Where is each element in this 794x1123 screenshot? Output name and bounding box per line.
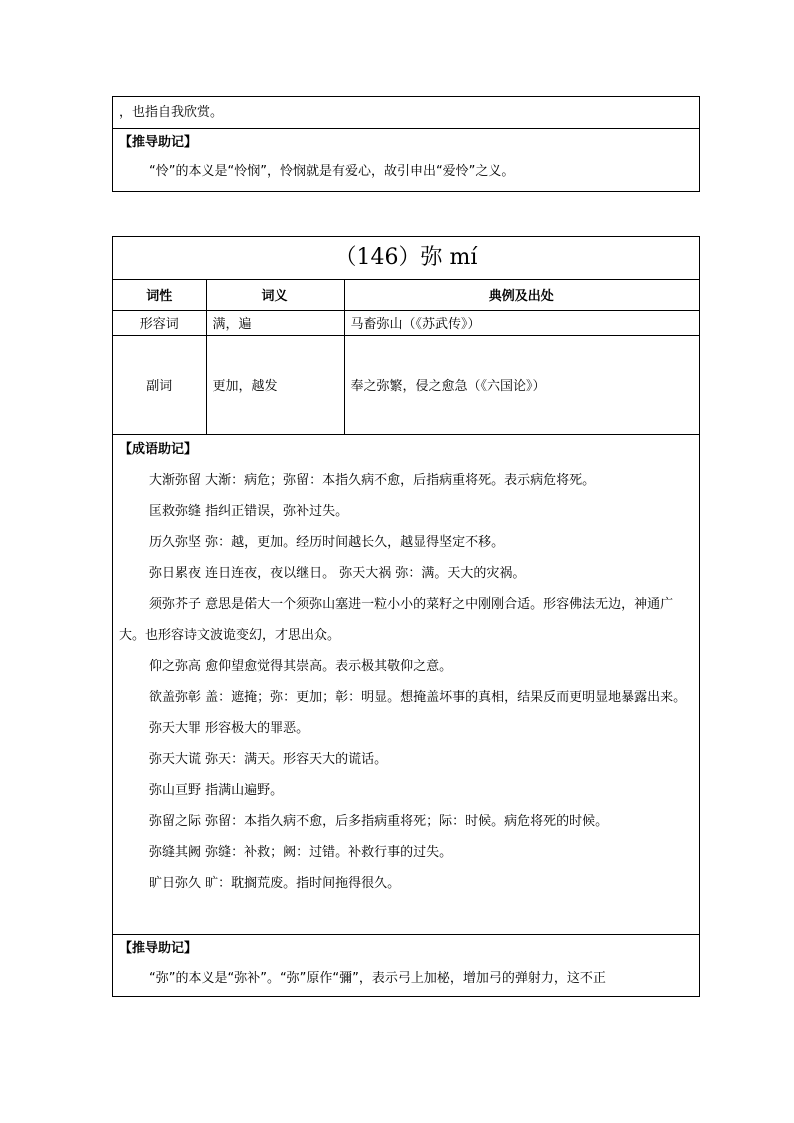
derive-heading: 【推导助记】 bbox=[119, 940, 198, 956]
table-header-row bbox=[113, 280, 699, 310]
list-item: 历久弥坚 弥：越，更加。经历时间越长久，越显得坚定不移。 bbox=[149, 534, 505, 550]
header-pos: 词性 bbox=[113, 280, 206, 310]
header-meaning: 词义 bbox=[206, 280, 344, 310]
derive-note: “怜”的本义是“怜悯”，怜悯就是有爱心，故引申出“爱怜”之义。 bbox=[149, 164, 515, 179]
row-pos: 副词 bbox=[113, 335, 206, 434]
idiom-section bbox=[113, 435, 699, 935]
list-item: 仰之弥高 愈仰望愈觉得其崇高。表示极其敬仰之意。 bbox=[149, 658, 453, 674]
idiom-heading: 【成语助记】 bbox=[119, 441, 198, 457]
header-example: 典例及出处 bbox=[344, 280, 699, 310]
entry-box bbox=[112, 236, 700, 997]
list-item: 欲盖弥彰 盖：遮掩；弥：更加；彰：明显。想掩盖坏事的真相，结果反而更明显地暴露出来。 bbox=[149, 689, 687, 705]
row-meaning: 满，遍 bbox=[206, 310, 344, 335]
meaning-table bbox=[113, 280, 699, 435]
derive-section bbox=[113, 935, 699, 994]
list-item: 弥日累夜 连日连夜，夜以继日。 弥天大祸 弥：满。天大的灾祸。 bbox=[149, 565, 526, 581]
row-pos: 形容词 bbox=[113, 310, 206, 335]
list-item: 旷日弥久 旷：耽搁荒废。指时间拖得很久。 bbox=[149, 875, 401, 891]
continuation-text: ，也指自我欣赏。 bbox=[113, 97, 699, 129]
list-item: 匡救弥缝 指纠正错误，弥补过失。 bbox=[149, 503, 349, 519]
list-item: 大渐弥留 大渐：病危；弥留：本指久病不愈，后指病重将死。表示病危将死。 bbox=[149, 472, 596, 488]
list-item: 须弥芥子 意思是偌大一个须弥山塞进一粒小小的菜籽之中刚刚合适。形容佛法无边，神通广大。也形容诗文波诡变幻，才思出众。 bbox=[119, 596, 674, 643]
derive-heading: 【推导助记】 bbox=[119, 135, 198, 150]
row-meaning: 更加，越发 bbox=[206, 335, 344, 434]
list-item: 弥天大谎 弥天：满天。形容天大的谎话。 bbox=[149, 751, 388, 767]
list-item: 弥留之际 弥留：本指久病不愈，后多指病重将死；际：时候。病危将死的时候。 bbox=[149, 813, 609, 829]
row-example: 奉之弥繁，侵之愈急（《六国论》） bbox=[344, 335, 699, 434]
list-item: 弥天大罪 形容极大的罪恶。 bbox=[149, 720, 310, 736]
derive-section bbox=[113, 129, 699, 191]
table-row bbox=[113, 310, 699, 335]
entry-title: （146）弥 mí bbox=[113, 237, 699, 280]
list-item: 弥山亘野 指满山遍野。 bbox=[149, 782, 284, 798]
row-example: 马畜弥山（《苏武传》） bbox=[344, 310, 699, 335]
derive-note: “弥”的本义是“弥补”。“弥”原作“彌”，表示弓上加柲，增加弓的弹射力，这不正 bbox=[149, 970, 606, 986]
previous-entry-box bbox=[112, 96, 700, 192]
table-row bbox=[113, 335, 699, 434]
list-item: 弥缝其阙 弥缝：补救；阙：过错。补救行事的过失。 bbox=[149, 844, 453, 860]
